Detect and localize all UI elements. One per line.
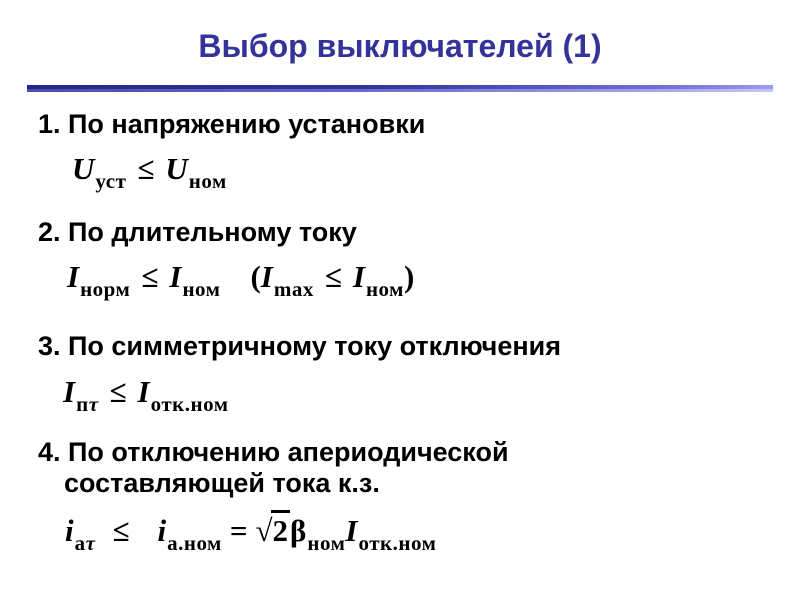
formula2-var-rhs: I	[169, 259, 182, 294]
item-4-heading-line2: составляющей тока к.з.	[64, 468, 380, 498]
formula2-var-nom: I	[352, 259, 365, 294]
item-4-formula	[65, 512, 436, 553]
item-2-formula	[67, 258, 414, 299]
formula2-var-max: I	[260, 259, 273, 294]
formula4-beta: β	[290, 513, 307, 548]
item-2-heading: 2. По длительному току	[38, 217, 357, 247]
formula3-var-rhs: I	[137, 374, 150, 409]
formula4-var-anom: i	[157, 513, 167, 548]
formula4-equals: =	[229, 513, 248, 548]
formula3-sub-tau: τ	[88, 392, 99, 416]
page-title: Выбор выключателей (1)	[198, 28, 602, 64]
formula2-sub-max: max	[273, 277, 314, 301]
item-1-heading: 1. По напряжению установки	[38, 109, 426, 139]
formula3-sub-rhs: отк.ном	[150, 392, 229, 416]
formula2-var-lhs: I	[67, 259, 80, 294]
formula3-sub-lhs: пτ	[76, 392, 99, 416]
sqrt-radicand: 2	[271, 510, 291, 548]
formula1-var-rhs: U	[165, 151, 188, 186]
formula4-sub-anom: а.ном	[167, 531, 222, 555]
formula4-sub-beta: ном	[307, 531, 346, 555]
formula1-sub-lhs: уст	[95, 169, 127, 193]
item-3-formula	[63, 373, 229, 414]
formula2-open-paren: (	[250, 259, 261, 294]
title-divider-light-line	[27, 89, 773, 92]
formula2-close-paren: )	[403, 259, 415, 294]
formula2-sub-nom: ном	[365, 277, 404, 301]
formula4-var-lhs: i	[65, 513, 74, 548]
formula4-operator: ≤	[112, 513, 130, 548]
item-3-heading: 3. По симметричному току отключения	[38, 331, 562, 361]
formula4-sub-otk: отк.ном	[358, 531, 437, 555]
formula4-var-otk: I	[345, 513, 358, 548]
formula2-paren-group	[250, 259, 415, 301]
item-4-heading-line1: 4. По отключению апериодической	[38, 437, 509, 467]
formula3-operator: ≤	[109, 374, 127, 409]
formula4-sub-tau: τ	[85, 531, 96, 555]
formula1-sub-rhs: ном	[188, 169, 227, 193]
formula1-var-lhs: U	[72, 151, 95, 186]
item-1-formula	[72, 150, 227, 191]
formula4-sub-lhs: аτ	[74, 531, 96, 555]
formula2-sub-rhs: ном	[182, 277, 221, 301]
formula1-operator: ≤	[137, 151, 155, 186]
formula3-var-lhs: I	[63, 374, 76, 409]
sqrt-sign: √	[255, 513, 271, 548]
formula2-sub-lhs: норм	[80, 277, 131, 301]
formula2-operator-2: ≤	[324, 259, 342, 294]
formula2-operator: ≤	[141, 259, 159, 294]
title-divider	[27, 85, 773, 92]
